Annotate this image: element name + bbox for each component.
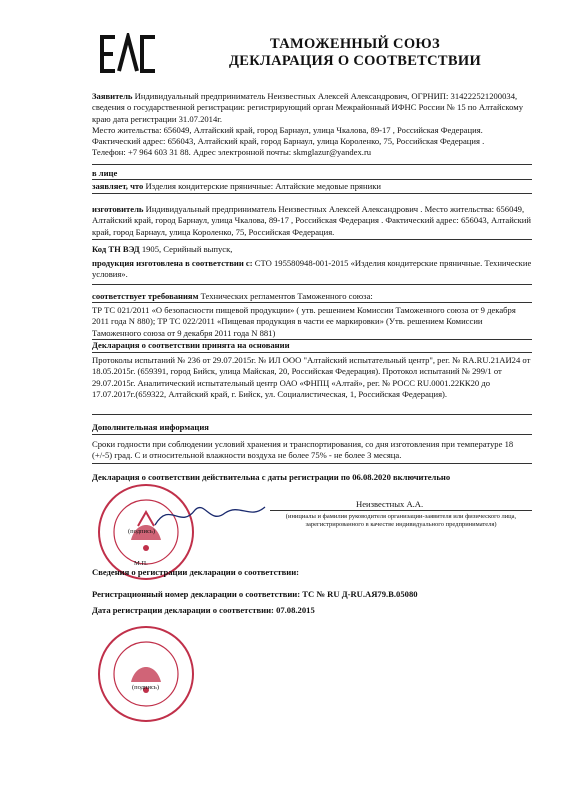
manufacturer-text: Индивидуальный предприниматель Неизвестных Алексей Александрович . Место жительства: 656049, Алтайский край, город Барнаул, улица Чкалова, 89-17 , Российская Федерация . Фактический адрес: 656043, Алтайский край, город Барнаул, улица Короленко, 75, Российская Федерация. [92,204,531,237]
extra-info-label: Дополнительная информация [92,422,209,432]
declares-label: заявляет, что [92,181,144,191]
title-line-2: ДЕКЛАРАЦИЯ О СООТВЕТСТВИИ [228,53,482,69]
registration-date: Дата регистрации декларации о соответствии: 07.08.2015 [92,605,315,615]
conforms-text: Технических регламентов Таможенного союза: [198,291,373,301]
divider [92,463,532,464]
signatory-name: Неизвестных А.А. [356,499,424,509]
conforms-block [92,291,532,302]
document-title [190,36,520,70]
divider [92,284,532,285]
applicant-text: Индивидуальный предприниматель Неизвестных Алексей Александрович, ОГРНИП: 314222521200034, сведения о государственной регистрации: регистрирующий орган Межрайонный ИФНС России № 15 по Алтайскому краю дата регистрации 31.07.2014г. [92,91,524,124]
divider [92,414,532,415]
divider [92,434,532,435]
extra-info-text: Сроки годности при соблюдении условий хранения и транспортирования, со дня изготовления при температуре 18 (+/-5) град. С и относительной влажности воздуха не более 75% - не более 3 месяца. [92,439,514,461]
divider [92,164,532,165]
in-person-label: в лице [92,168,118,178]
signatory-caption: (инициалы и фамилия руководителя организации-заявителя или физического лица, зарегистрированного в качестве индивидуального предпринимателя) [270,510,532,529]
applicant-residence: Место жительства: 656049, Алтайский край, город Барнаул, улица Чкалова, 89-17 , Российская Федерация. [92,124,483,135]
signature-label: (подпись) [128,528,155,535]
manufacturer-label: изготовитель [92,204,144,214]
applicant-contacts: Телефон: +7 964 603 31 88. Адрес электронной почты: skmglazur@yandex.ru [92,147,372,158]
eac-logo [99,33,157,75]
title-line-1: ТАМОЖЕННЫЙ СОЮЗ [270,36,440,52]
signature-label: (подпись) [132,684,159,691]
conforms-label: соответствует требованиям [92,291,199,301]
applicant-label: Заявитель [92,91,133,101]
applicant-block [92,91,532,159]
manufacturer-block [92,204,532,238]
handwritten-signature [150,495,270,535]
registration-number: Регистрационный номер декларации о соответствии: ТС № RU Д-RU.АЯ79.В.05080 [92,589,418,599]
produced-text: СТО 195580948-001-2015 «Изделия кондитерские пряничные. Технические условия». [92,258,532,280]
divider [92,302,532,303]
declares-block [92,181,532,192]
conforms-details: ТР ТС 021/2011 «О безопасности пищевой продукции» ( утв. решением Комиссии Таможенного союза от 9 декабря 2011 года N 880); ТР ТС 022/2011 «Пищевая продукция в части ее маркировки» (Утв. решением Комиссии Таможенного союза от 9 декабря 2011 года N 881) [92,305,516,338]
registration-info-label: Сведения о регистрации декларации о соответствии: [92,567,300,577]
divider [92,352,532,353]
divider [92,193,532,194]
tnved-text: 1905, Серийный выпуск, [139,244,233,254]
applicant-actual-address: Фактический адрес: 656043, Алтайский край, город Барнаул, улица Короленко, 75, Российская Федерация . [92,136,485,147]
validity-text: Декларация о соответствии действительна с даты регистрации по 06.08.2020 включительно [92,472,451,482]
mp-label: М.П. [134,560,148,567]
seal-stamp [96,624,196,724]
basis-label: Декларация о соответствии принята на основании [92,340,290,350]
tnved-block [92,244,532,255]
produced-block [92,258,532,281]
divider [92,179,532,180]
declares-text: Изделия кондитерские пряничные: Алтайские медовые пряники [143,181,381,191]
produced-label: продукция изготовлена в соответствии с: [92,258,253,268]
tnved-label: Код ТН ВЭД [92,244,140,254]
basis-text: Протоколы испытаний № 236 от 29.07.2015г. № ИЛ ООО "Алтайский испытательный центр", рег. № RA.RU.21АИ24 от 18.05.2015г. (659391, город Бийск, улица Майская, 20, Российская Федерация). Протокол испытаний № 299/1 от 29.07.2015г. Аналитический испытательный центр ОАО «ФНПЦ «Алтай», рег. № РОСС RU.0001.22КК20 до 17.07.2017г.(659322, Алтайский край, г. Бийск, ул. Социалистическая, 1, Российская Федерация). [92,355,531,399]
divider [92,239,532,240]
